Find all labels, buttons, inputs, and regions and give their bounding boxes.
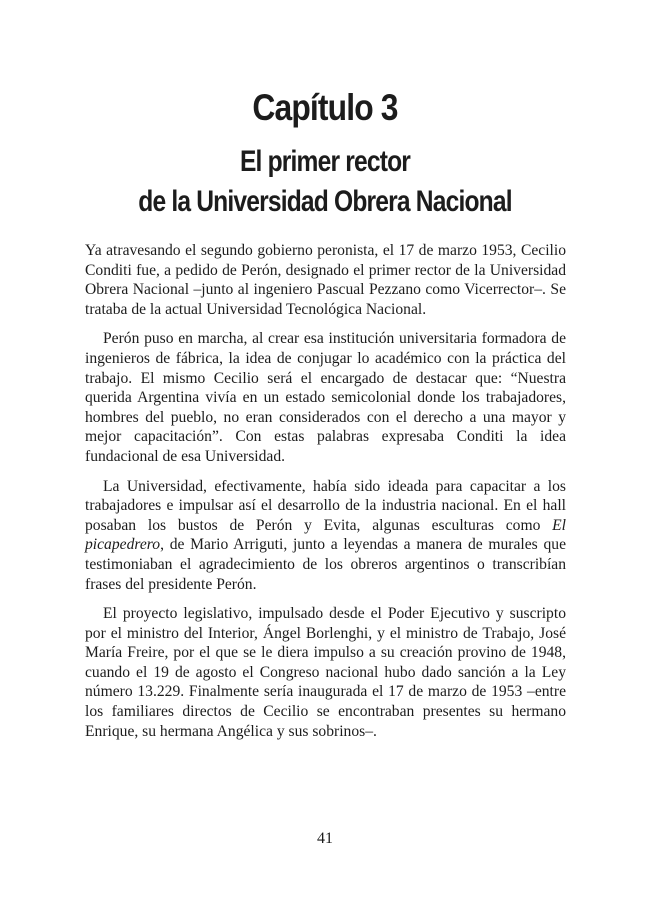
- chapter-number: Capítulo 3: [252, 87, 398, 128]
- chapter-title-line-1: El primer rector: [239, 145, 411, 178]
- paragraph-1: Ya atravesando el segundo gobierno peronista, el 17 de marzo 1953, Cecilio Conditi fue, a pedido de Perón, designado el primer rector de la Universidad Obrera Nacional –junto al ingeniero Pascual Pezzano como Vicerrector–. Se trataba de la actual Universidad Tecnológica Nacional.: [85, 242, 566, 318]
- chapter-heading: [0, 84, 650, 222]
- paragraph-4: El proyecto legislativo, impulsado desde el Poder Ejecutivo y suscripto por el ministro del Interior, Ángel Borlenghi, y el ministro de Trabajo, José María Freire, por el que se le diera impulso a su creación provino de 1948, cuando el 19 de agosto el Congreso nacional hubo dado sanción a la Ley número 13.229. Finalmente sería inaugurada el 17 de marzo de 1953 –entre los familiares directos de Cecilio se encontraban presentes su hermano Enrique, su hermana Angélica y sus sobrinos–.: [85, 605, 566, 740]
- page-number: 41: [317, 830, 333, 847]
- artwork-title: El picapedrero: [85, 516, 566, 554]
- paragraph-2: Perón puso en marcha, al crear esa institución universitaria formadora de ingenieros de fábrica, la idea de conjugar lo académico con la práctica del trabajo. El mismo Cecilio será el encargado de destacar que: “Nuestra querida Argentina vivía en un estado semicolonial donde los trabajadores, hombres del pueblo, no eran considerados con el derecho a una mayor y mejor capacitación”. Con estas palabras expresaba Conditi la idea fundacional de esa Universidad.: [85, 330, 566, 465]
- paragraph-3-text-after: , de Mario Arriguti, junto a leyendas a manera de murales que testimoniaban el agradecimiento de los obreros argentinos o transcribían frases del presidente Perón.: [85, 536, 566, 593]
- body-text: [85, 241, 566, 751]
- chapter-title-line-2: de la Universidad Obrera Nacional: [138, 185, 512, 218]
- paragraph-3-text-before: La Universidad, efectivamente, había sido ideada para capacitar a los trabajadores e impulsar así el desarrollo de la industria nacional. En el hall posaban los bustos de Perón y Evita, algunas esculturas como: [85, 477, 566, 534]
- paragraph-3: [85, 477, 566, 595]
